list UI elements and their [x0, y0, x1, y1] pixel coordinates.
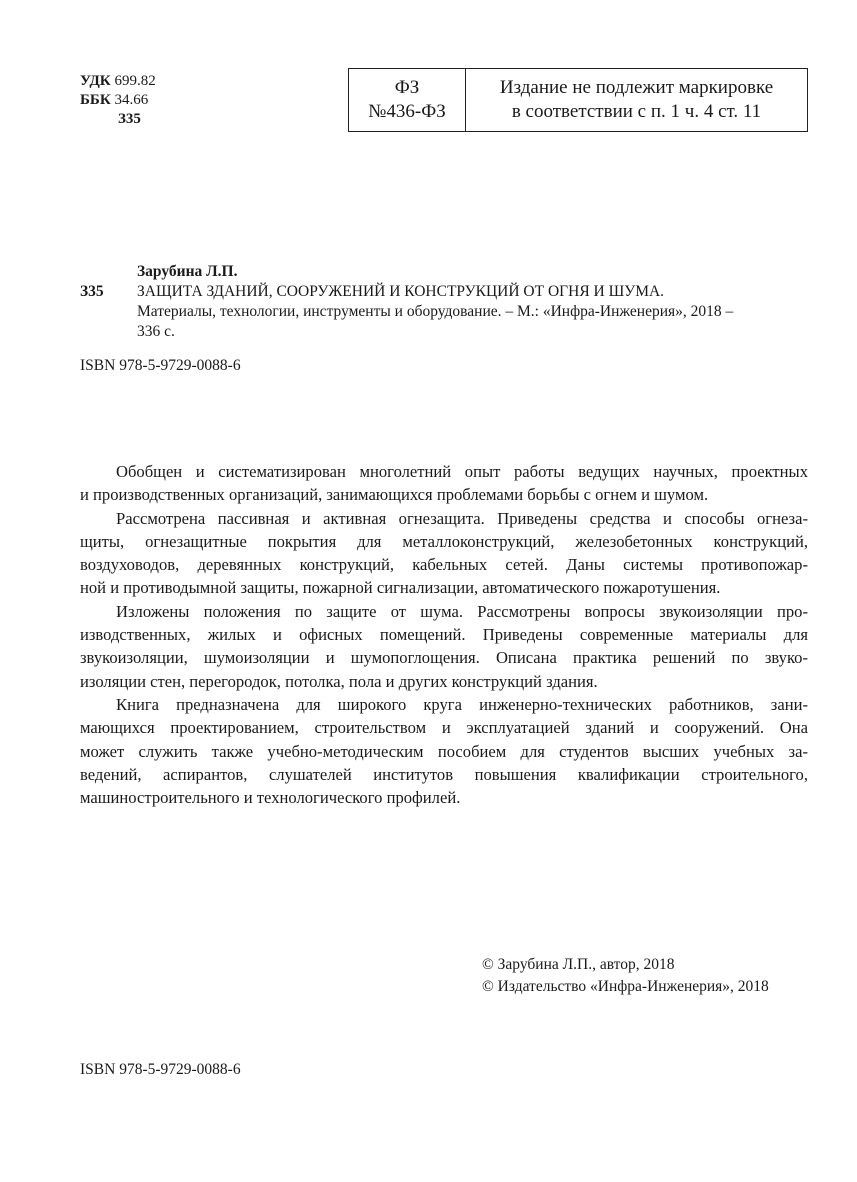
udk-value: 699.82 — [114, 73, 156, 89]
copyright-publisher: © Издательство «Инфра-Инженерия», 2018 — [482, 978, 769, 995]
footer-isbn: ISBN 978-5-9729-0088-6 — [80, 1061, 241, 1078]
paragraph-line: ведений, аспирантов, слушателей институтов повышения квалификации строительного, — [80, 764, 808, 784]
law-number: №436-ФЗ — [368, 101, 446, 122]
book-details: Материалы, технологии, инструменты и оборудование. – М.: «Инфра-Инженерия», 2018 – — [137, 303, 734, 320]
record-code: З35 — [80, 283, 104, 300]
bibliographic-record — [80, 262, 800, 342]
paragraph-line: Обобщен и систематизирован многолетний опыт работы ведущих научных, проектных — [116, 462, 808, 481]
book-title: ЗАЩИТА ЗДАНИЙ, СООРУЖЕНИЙ И КОНСТРУКЦИЙ ОТ ОГНЯ И ШУМА. — [137, 283, 665, 300]
paragraph-line: воздуховодов, деревянных конструкций, кабельных сетей. Даны системы противопожар- — [80, 555, 808, 575]
abstract — [80, 460, 808, 809]
copyright-block — [482, 954, 769, 998]
book-pages: 336 с. — [137, 323, 175, 340]
paragraph-line: щиты, огнезащитные покрытия для металлоконструкций, железобетонных конструкций, — [80, 531, 808, 551]
marking-box — [348, 68, 808, 132]
law-cell — [349, 69, 466, 131]
abstract-paragraph — [80, 460, 808, 507]
udk-line — [80, 72, 156, 91]
paragraph-line: может служить также учебно-методическим пособием для студентов высших учебных за- — [80, 741, 808, 761]
paragraph-line: и производственных организаций, занимающихся проблемами борьбы с огнем и шумом. — [80, 485, 709, 505]
bbk-label: ББК — [80, 92, 111, 108]
marking-note-cell — [466, 69, 807, 131]
paragraph-line: ной и противодымной защиты, пожарной сигнализации, автоматического пожаротушения. — [80, 578, 721, 598]
paragraph-line: изводственных, жилых и офисных помещений. Приведены современные материалы для — [80, 625, 808, 645]
marking-note-line: Издание не подлежит маркировке — [499, 77, 774, 98]
paragraph-line: Рассмотрена пассивная и активная огнезащита. Приведены средства и способы огнеза- — [116, 508, 808, 528]
title-line — [80, 282, 800, 302]
abstract-paragraph — [80, 693, 808, 809]
author-mark: З35 — [118, 111, 141, 127]
bbk-value: 34.66 — [114, 92, 149, 108]
udk-label: УДК — [80, 73, 111, 89]
law-line: ФЗ — [394, 77, 420, 98]
paragraph-line: изоляции стен, перегородок, потолка, пола и других конструкций здания. — [80, 671, 598, 691]
copyright-author: © Зарубина Л.П., автор, 2018 — [482, 956, 675, 973]
abstract-paragraph — [80, 600, 808, 693]
author: Зарубина Л.П. — [137, 263, 238, 280]
isbn: ISBN 978-5-9729-0088-6 — [80, 357, 241, 374]
abstract-paragraph — [80, 507, 808, 600]
paragraph-line: Книга предназначена для широкого круга инженерно-технических работников, зани- — [116, 694, 808, 714]
paragraph-line: звукоизоляции, шумоизоляции и шумопоглощения. Описана практика решений по звуко- — [80, 648, 808, 668]
classification-block — [80, 72, 156, 129]
paragraph-line: мающихся проектированием, строительством и эксплуатацией зданий и сооружений. Она — [80, 718, 808, 738]
paragraph-line: машиностроительного и технологического профилей. — [80, 788, 461, 808]
bbk-line — [80, 91, 156, 110]
marking-note-line: в соответствии с п. 1 ч. 4 ст. 11 — [511, 101, 762, 122]
paragraph-line: Изложены положения по защите от шума. Рассмотрены вопросы звукоизоляции про- — [116, 601, 808, 621]
